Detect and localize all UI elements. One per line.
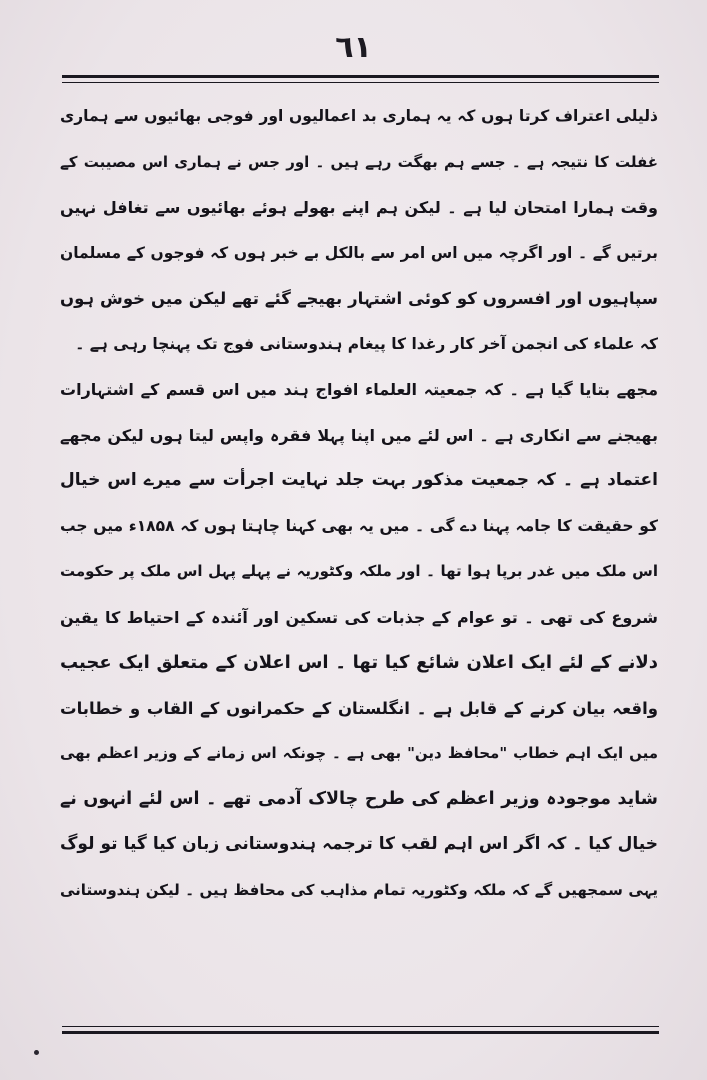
text-line: میں ایک اہم خطاب "محافظ دین" بھی ہے ۔ چونکہ اس زمانے کے وزیر اعظم بھی	[60, 744, 658, 762]
text-line: غفلت کا نتیجہ ہے ۔ جسے ہم بھگت رہے ہیں ۔ اور جس نے ہماری اس مصیبت کے	[60, 152, 658, 171]
text-line: کہ علماء کی انجمن آخر کار رغدا کا پیغام ہندوستانی فوج تک پہنچا رہی ہے ۔	[75, 334, 658, 353]
text-line: اعتماد ہے ۔ کہ جمعیت مذکور بہت جلد نہایت اجرأت سے میرے اس خیال	[60, 470, 658, 490]
text-line: بھیجنے سے انکاری ہے ۔ اس لئے میں اپنا پہلا فقرہ واپس لیتا ہوں لیکن مجھے	[60, 425, 658, 445]
ink-speck	[34, 1050, 39, 1055]
text-line: کو حقیقت کا جامہ پہنا دے گی ۔ میں یہ بھی کہنا چاہتا ہوں کہ ۱۸۵۸ء میں جب	[60, 516, 658, 535]
text-line: برتیں گے ۔ اور اگرچہ میں اس امر سے بالکل بے خبر ہوں کہ فوجوں کے مسلمان	[60, 243, 658, 262]
text-line: شروع کی تھی ۔ تو عوام کے جذبات کی تسکین اور آئندہ کے احتیاط کا یقین	[60, 607, 658, 627]
footer-rule-thin	[62, 1026, 659, 1027]
text-line: وقت ہمارا امتحان لیا ہے ۔ لیکن ہم اپنے بھولے ہوئے بھائیوں سے تغافل نہیں	[60, 198, 658, 217]
text-line: مجھے بتایا گیا ہے ۔ کہ جمعیتہ العلماء افواج ہند میں اس قسم کے اشتہارات	[60, 380, 658, 399]
body-text	[60, 94, 658, 1016]
page-number: ٦١	[335, 30, 372, 65]
header-rule-thin	[62, 82, 659, 83]
text-line: ذلیلی اعتراف کرتا ہوں کہ یہ ہماری بد اعمالیوں اور فوجی بھائیوں سے ہماری	[60, 107, 658, 125]
text-line: خیال کیا ۔ کہ اگر اس اہم لقب کا ترجمہ ہندوستانی زبان کیا گیا تو لوگ	[60, 834, 658, 854]
text-line: سپاہیوں اور افسروں کو کوئی اشتہار بھیجے گئے تھے لیکن میں خوش ہوں	[60, 289, 658, 308]
text-line: شاید موجودہ وزیر اعظم کی طرح چالاک آدمی تھے ۔ اس لئے انہوں نے	[60, 788, 658, 809]
text-line: یہی سمجھیں گے کہ ملکہ وکٹوریہ تمام مذاہب کی محافظ ہیں ۔ لیکن ہندوستانی	[60, 880, 658, 899]
header-rule-thick	[62, 75, 659, 78]
text-line: واقعہ بیان کرنے کے قابل ہے ۔ انگلستان کے حکمرانوں کے القاب و خطابات	[60, 698, 658, 718]
footer-rule-thick	[62, 1031, 659, 1034]
text-line: اس ملک میں غدر برپا ہوا تھا ۔ اور ملکہ وکٹوریہ نے پہلے پہل اس ملک پر حکومت	[60, 562, 658, 580]
text-line: دلانے کے لئے ایک اعلان شائع کیا تھا ۔ اس اعلان کے متعلق ایک عجیب	[60, 652, 658, 673]
